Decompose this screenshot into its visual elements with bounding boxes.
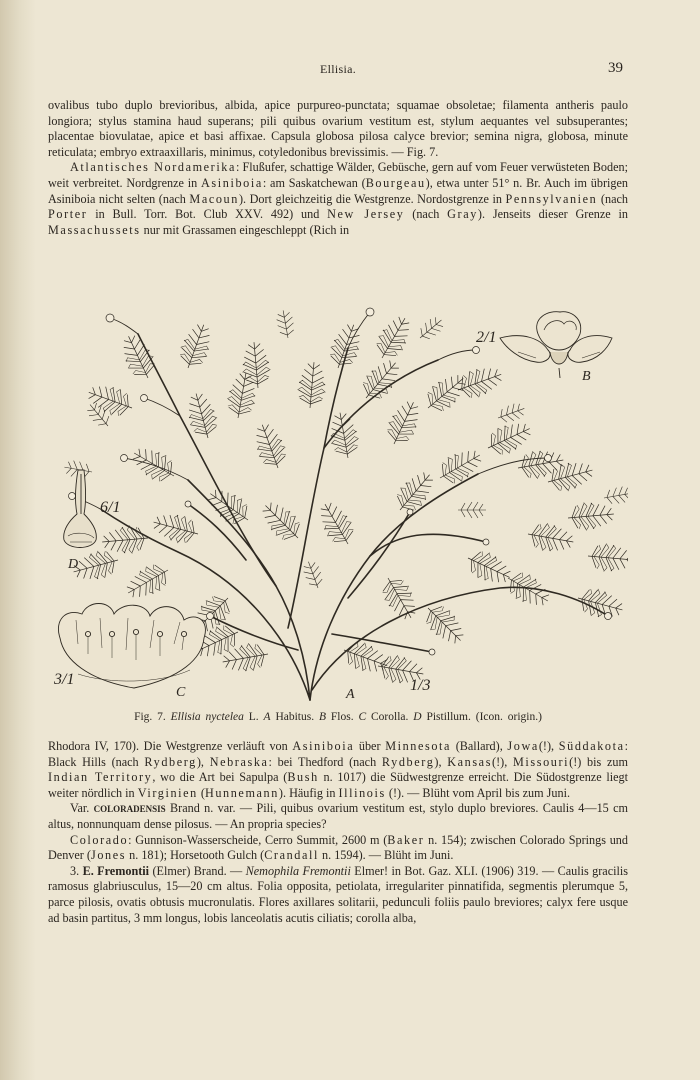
text-run: Nemophila Fremontii: [245, 863, 351, 878]
paragraph: [48, 98, 628, 160]
text-run: Colorado: [70, 832, 129, 847]
text-run: New Jersey: [327, 207, 405, 222]
text-run: (Ballard),: [451, 739, 508, 753]
paragraph: [48, 864, 628, 926]
text-run: coloradensis: [93, 801, 166, 816]
text-run: ), etwa unter 51° n. Br. Auch im übrigen Asiniboia nicht selten (nach: [48, 175, 628, 206]
figure-caption: [48, 711, 628, 723]
label-a-scale: 1/3: [410, 677, 431, 694]
text-run: Jowa: [507, 739, 539, 753]
paragraph: [48, 160, 628, 238]
caption-source: (Icon. origin.): [475, 711, 542, 723]
label-d-scale: 6/1: [100, 499, 121, 516]
text-run: (nach: [597, 191, 628, 206]
text-run: Pennsylvanien: [505, 191, 598, 206]
text-run: Nebraska: [209, 754, 269, 769]
text-run: über: [354, 739, 386, 753]
text-run: (nach: [404, 207, 448, 222]
text-run: (Elmer) Brand. —: [149, 863, 246, 878]
paragraph: [48, 739, 628, 801]
caption-a-text: Habitus.: [275, 711, 315, 723]
text-run: ),: [196, 754, 210, 769]
caption-fig-number: Fig. 7.: [134, 711, 166, 723]
caption-c-letter: C: [358, 711, 367, 723]
caption-b-letter: B: [318, 711, 326, 723]
page-number: 39: [608, 60, 623, 76]
caption-c-text: Corolla.: [371, 711, 409, 723]
text-run: (!). — Blüht vom April bis zum Juni.: [385, 785, 571, 800]
text-run: , wo die Art bei Sapulpa (: [152, 770, 288, 785]
text-run: ). Jenseits dieser Grenze in: [477, 207, 628, 222]
flower-detail-b: [500, 312, 612, 378]
text-run: Var.: [70, 801, 94, 816]
text-run: in Bull. Torr. Bot. Club XXV. 492) und: [87, 207, 328, 222]
text-run: ). Dort gleichzeitig die Westgrenze. Nordostgrenze in: [238, 191, 506, 206]
text-run: : Black Hills (nach: [48, 739, 628, 769]
text-run: Baker: [387, 832, 425, 847]
text-run: n. 1594). — Blüht im Juni.: [318, 848, 454, 863]
text-block-bottom: [48, 739, 628, 926]
text-run: Hunnemann: [204, 785, 279, 800]
text-run: Atlantisches Nordamerika: [70, 160, 237, 175]
text-run: Elmer! in Bot. Gaz. XLI. (1906) 319. — Caulis gracilis ramosus glabriusculus, 15—20 cm altus. Folia opposita, petiolata, irregulariter pinnatifida, segmentis plerumque 5, parce pilosis, ovatis obtusis mucronulatis. Flores axillares solitarii, pedunculi foliis paulo breviores; calyx fere usque ad basin partitus, 3 mm longus, lobis lanceolatis acutis ciliatis; corolla alba,: [48, 863, 629, 925]
label-c: C: [176, 685, 186, 700]
caption-d-letter: D: [413, 711, 422, 723]
text-run: : Gunnison-Wasserscheide, Cerro Summit, 2600 m (: [128, 832, 388, 847]
label-d: D: [68, 557, 79, 572]
botanical-drawing: [48, 298, 628, 708]
label-c-scale: 3/1: [54, 671, 75, 688]
caption-species: Ellisia nyctelea: [170, 711, 244, 723]
text-run: E. Fremontii: [82, 863, 150, 878]
text-run: Indian Territory: [48, 770, 153, 785]
text-run: Kansas: [447, 754, 493, 769]
text-run: ),: [434, 754, 448, 769]
label-b-scale: 2/1: [476, 329, 497, 346]
text-run: (!),: [492, 754, 513, 769]
text-run: Asiniboia: [201, 175, 263, 190]
corolla-detail-c: [58, 604, 205, 689]
pistil-detail-d: [64, 470, 97, 548]
text-run: (!) bis zum: [569, 754, 628, 769]
label-b: B: [582, 369, 591, 384]
text-run: Bourgeau: [365, 175, 426, 190]
text-run: n. 1017) die Südwestgrenze erreicht. Die Südostgrenze liegt weiter nördlich in: [48, 770, 628, 800]
text-run: ovalibus tubo duplo brevioribus, albida, apice purpureo-punctata; squamae obsoletae; filamenta antheris paulo longiora; stylus stamina haud superans; pili quibus ovarium vestitum est, stylum aequantes vel subsuperantes; placentae biovulatae, apice et basi affixae. Capsula globosa pilosa calyce brevior; semina nigra, globosa, minute reticulata; embryo extraaxillaris, minimus, cotyledonibus brevissimis. — Fig. 7.: [48, 98, 628, 159]
text-run: ). Häufig in: [278, 785, 339, 800]
figure-7-illustration: [48, 298, 628, 708]
text-block-top: [48, 98, 628, 238]
text-run: 3.: [70, 863, 83, 878]
text-run: n. 181); Horsetooth Gulch (: [126, 848, 265, 863]
page-gutter-shadow: [0, 0, 36, 1080]
text-run: n. 154); zwischen Colorado Springs und Denver (: [48, 832, 628, 863]
caption-author: L.: [248, 711, 259, 723]
text-run: Gray: [447, 207, 478, 222]
running-title: Ellisia.: [319, 62, 357, 76]
text-run: Brand n. var. — Pili, quibus ovarium vestitum est, stylo duplo breviores. Caulis 4—15 cm altus, nonnunquam dense pilosus. — An propria species?: [48, 801, 628, 831]
text-run: Crandall: [264, 848, 319, 863]
paragraph: [48, 833, 628, 864]
text-run: Minnesota: [385, 739, 452, 753]
text-run: (!),: [538, 739, 559, 753]
text-run: Porter: [48, 207, 88, 222]
text-run: nur mit Grassamen eingeschleppt (Rich in: [140, 222, 350, 237]
label-a: A: [346, 687, 355, 702]
text-run: Rydberg: [381, 754, 435, 769]
caption-d-text: Pistillum.: [426, 711, 471, 723]
text-run: Massachussets: [48, 222, 141, 237]
text-run: Jones: [90, 848, 127, 863]
text-run: Missouri: [513, 754, 570, 769]
caption-a-letter: A: [263, 711, 271, 723]
text-run: : Flußufer, schattige Wälder, Gebüsche, gern auf vom Feuer verwüsteten Boden; weit verbreitet. Nordgrenze in: [48, 160, 628, 190]
text-run: Asiniboia: [292, 739, 355, 753]
text-run: Virginien: [137, 785, 198, 800]
paragraph: [48, 801, 628, 832]
text-run: Bush: [287, 770, 319, 785]
text-run: Rydberg: [144, 754, 197, 769]
caption-b-text: Flos.: [330, 711, 354, 723]
text-run: : am Saskatchewan (: [262, 175, 366, 190]
text-run: Süddakota: [558, 739, 625, 753]
text-run: Illinois: [338, 785, 386, 800]
text-run: Rhodora IV, 170). Die Westgrenze verläuft von: [48, 739, 293, 753]
text-run: (: [197, 785, 205, 800]
text-run: Macoun: [189, 191, 239, 206]
text-run: : bei Thedford (nach: [268, 754, 382, 769]
